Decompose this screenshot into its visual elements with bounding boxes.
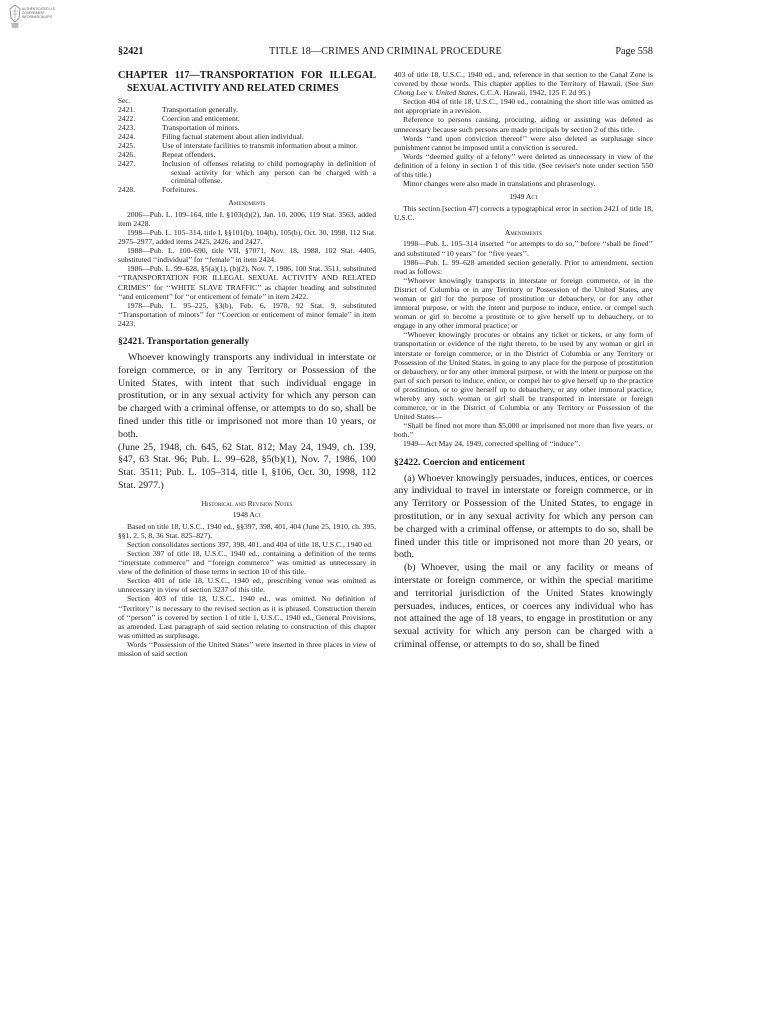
revision-note: Words ‘‘deemed guilty of a felony’’ were deleted as unnecessary in view of the definition of a felony in section 1 of this title. (See reviser's note under section 550 of this title.) — [394, 151, 653, 180]
toc-section-number: 2421. — [118, 105, 136, 115]
amendments-2421-list — [394, 239, 653, 448]
running-header — [118, 45, 653, 59]
case-citation: Sun Chong Lee v. United States — [394, 79, 653, 98]
toc-section-title: Forfeitures. — [162, 185, 198, 195]
seal-text: AUTHENTICATED U.S. GOVERNMENT INFORMATION GPO — [22, 7, 56, 19]
amendment-note: 1986—Pub. L. 99–628, §5(a)(1), (b)(2), Nov. 7, 1986, 100 Stat. 3511, substituted ‘‘TRANSPORTATION FOR ILLEGAL SEXUAL ACTIVITY AND RELATED CRIMES’’ for ‘‘WHITE SLAVE TRAFFIC’’ as chapter heading and substituted ‘‘and enticement’’ for ‘‘or enticement of female’’ in item 2422. — [118, 264, 376, 301]
revision-note: Words ‘‘Possession of the United States’’ were inserted in three places in view of mission of said section — [118, 639, 376, 659]
header-section: §2421 — [118, 46, 144, 57]
toc-section-number: 2427. — [118, 158, 136, 168]
note-continuation-text: 403 of title 18, U.S.C., 1940 ed., and, reference in that section to the Canal Zone is covered by those words. This chapter applies to the Territory of Hawaii. (See — [394, 70, 653, 89]
header-title: TITLE 18—CRIMES AND CRIMINAL PROCEDURE — [269, 46, 502, 57]
revision-note: Section 404 of title 18, U.S.C., 1940 ed., containing the short title was omitted as not appropriate in a revision. — [394, 97, 653, 116]
section-2421-heading: §2421. Transportation generally — [118, 335, 250, 347]
amendment-note: ‘‘Whoever knowingly procures or obtains any ticket or tickets, or any form of transportation or evidence of the right thereto, to be used by any woman or girl in interstate or foreign commerce, or in the District of Columbia or any Territory or Possession of the United States, in going to any place for the purpose of prostitution or debauchery, or for any other immoral purpose, or with the intent or purpose on the part of such person to induce, entice, or compel her to give herself up to the practice of prostitution, or to give herself up to debauchery, or any other immoral practice, whereby any such woman or girl shall be transported in interstate or foreign commerce, or in the District of Columbia or any Territory or Possession of the United States— — [394, 330, 653, 422]
toc-section-number: 2428. — [118, 185, 136, 195]
toc-section-title: Repeat offenders. — [162, 149, 216, 159]
act-1949-text: This section [section 47] corrects a typographical error in section 2421 of title 18, U.S.C. — [394, 203, 653, 222]
amendments-heading-2421: Amendments — [504, 227, 543, 237]
section-2422-heading: §2422. Coercion and enticement — [394, 456, 525, 468]
amendment-note: 1949—Act May 24, 1949, corrected spelling of ‘‘induce’’. — [403, 439, 581, 449]
amendments-heading: Amendments — [228, 198, 266, 208]
right-column — [394, 70, 653, 1015]
toc-section-title: Coercion and enticement. — [162, 114, 240, 124]
amendment-note: ‘‘Shall be fined not more than $5,000 or imprisoned not more than five years, or both.’’ — [394, 421, 653, 440]
toc-row — [118, 106, 376, 115]
note-continuation-end: , C.C.A. Hawaii, 1942, 125 F. 2d 95.) — [476, 88, 591, 98]
section-2421-text: Whoever knowingly transports any individual in interstate or foreign commerce, or in any Territory or Possession of the United States, with intent that such individual engage in prostitution, or in any sexual activity for which any person can be charged with a criminal offense, or attempts to do so, shall be fined under this title or imprisoned not more than 10 years, or both. — [118, 351, 376, 440]
revision-note: Words ‘‘and upon conviction thereof’’ were also deleted as surplusage since punishment cannot be imposed until a conviction is secured. — [394, 133, 653, 152]
toc-section-number: 2423. — [118, 123, 136, 132]
amendment-note: 1978—Pub. L. 95–225, §3(b), Feb. 6, 1978, 92 Stat. 9, substituted ‘‘Transportation of minors’’ for ‘‘Coercion or enticement of minor female’’ in item 2423. — [118, 300, 376, 328]
act-1949-heading: 1949 Act — [509, 192, 538, 202]
toc-row — [118, 142, 376, 151]
revision-notes-heading: Historical and Revision Notes — [201, 498, 293, 508]
amendment-note: 1988—Pub. L. 100–690, title VII, §7071, Nov. 18, 1988, 102 Stat. 4405, substituted ‘‘individual’’ for ‘‘female’’ in item 2424. — [118, 246, 376, 265]
revision-note: Reference to persons causing, procuring, aiding or assisting was deleted as unnecessary because such persons are made principals by section 2 of this title. — [394, 115, 653, 134]
amendment-note: 1998—Pub. L. 105–314, title I, §§101(b), 104(b), 105(b), Oct. 30, 1998, 112 Stat. 2975–2977, added items 2425, 2426, and 2427. — [118, 227, 376, 247]
left-column — [118, 70, 376, 1015]
toc-heading: Sec. — [118, 97, 131, 106]
toc-row — [118, 186, 376, 195]
toc-row — [118, 115, 376, 124]
revision-note: Section 403 of title 18, U.S.C., 1940 ed., was omitted. No definition of ‘‘Territory’’ is necessary to the revised section as it is phrased. Construction therein of ‘‘person’’ is covered by section 1 of title 1, U.S.C., 1940 ed., General Provisions, as amended. Last paragraph of said section relating to construction of this chapter was omitted as surplusage. — [118, 594, 376, 640]
revision-notes-list — [118, 522, 376, 658]
amendments-list — [118, 210, 376, 328]
toc-section-number: 2426. — [118, 149, 136, 159]
toc-section-number: 2425. — [118, 140, 136, 150]
note-continuation — [394, 70, 653, 97]
gpo-authentication-seal — [8, 4, 54, 34]
amendment-note: ‘‘Whoever knowingly transports in interstate or foreign commerce, or in the District of Columbia or in any Territory or Possession of the United States, any woman or girl for the purpose of prostitution or debauchery, or for any other immoral purpose, or with the intent and purpose to induce, entice, or compel such woman or girl to become a prostitute or to give herself up to debauchery, or to engage in any other immoral practice; or — [394, 275, 653, 331]
revision-note: Minor changes were also made in translations and phraseology. — [403, 179, 596, 189]
revision-note: Section 401 of title 18, U.S.C., 1940 ed., prescribing venue was omitted as unnecessary in view of section 3237 of this title. — [118, 576, 376, 595]
toc-section-title: Filing factual statement about alien individual. — [162, 131, 304, 141]
toc-section-number: 2424. — [118, 131, 136, 141]
revision-note: Section 397 of title 18, U.S.C., 1940 ed., containing a definition of the terms ‘‘interstate commerce’’ and ‘‘foreign commerce’’ was omitted as unnecessary in view of the definition of those terms in section 10 of this title. — [118, 549, 376, 577]
toc-section-title: Transportation generally. — [162, 105, 238, 115]
toc-section-title: Transportation of minors. — [162, 123, 240, 132]
toc-section-title: Inclusion of offenses relating to child pornography in definition of sexual activity for which any person can be charged with a criminal offense. — [162, 158, 376, 186]
section-2421-citation: (June 25, 1948, ch. 645, 62 Stat. 812; May 24, 1949, ch. 139, §47, 63 Stat. 96; Pub. L. 99–628, §5(b)(1), Nov. 7, 1986, 100 Stat. 3511; Pub. L. 105–314, title I, §106, Oct. 30, 1998, 112 Stat. 2977.) — [118, 441, 376, 491]
act-1948-heading: 1948 Act — [232, 510, 262, 520]
revision-notes-continued — [394, 97, 653, 188]
chapter-title: CHAPTER 117—TRANSPORTATION FOR ILLEGAL SEXUAL ACTIVITY AND RELATED CRIMES — [118, 70, 376, 94]
toc-section-title: Use of interstate facilities to transmit information about a minor. — [162, 140, 358, 150]
table-of-sections — [118, 106, 376, 195]
eagle-seal-icon — [8, 4, 22, 30]
section-2422-subsection-a: (a) Whoever knowingly persuades, induces, entices, or coerces any individual to travel in interstate or foreign commerce, or in any Territory or Possession of the United States, to engage in prostitution, or in any sexual activity for which any person can be charged with a criminal offense, or attempts to do so, shall be fined under this title or imprisoned not more than 20 years, or both. — [394, 472, 653, 561]
toc-row — [118, 160, 376, 187]
revision-note: Section consolidates sections 397, 398, 401, and 404 of title 18, U.S.C., 1940 ed. — [127, 539, 373, 549]
toc-section-number: 2422. — [118, 114, 136, 124]
section-2422-subsection-b: (b) Whoever, using the mail or any facility or means of interstate or foreign commerce, or within the special maritime and territorial jurisdiction of the United States knowingly persuades, induces, entices, or coerces any individual who has not attained the age of 18 years, to engage in prostitution or any sexual activity for which any person can be charged with a criminal offense, or attempts to do so, shall be fined — [394, 562, 653, 650]
amendment-note: 1998—Pub. L. 105–314 inserted ‘‘or attempts to do so,’’ before ‘‘shall be fined’’ and substituted ‘‘10 years’’ for ‘‘five years’’. — [394, 239, 653, 258]
amendment-note: 2006—Pub. L. 109–164, title I, §103(d)(2), Jan. 10, 2006, 119 Stat. 3563, added item 2428. — [118, 209, 376, 228]
header-page-number: Page 558 — [615, 46, 653, 57]
amendment-note: 1986—Pub. L. 99–628 amended section generally. Prior to amendment, section read as follows: — [394, 257, 653, 276]
revision-note: Based on title 18, U.S.C., 1940 ed., §§397, 398, 401, 404 (June 25, 1910, ch. 395, §§1, 2, 5, 8, 36 Stat. 825–827). — [118, 521, 376, 540]
